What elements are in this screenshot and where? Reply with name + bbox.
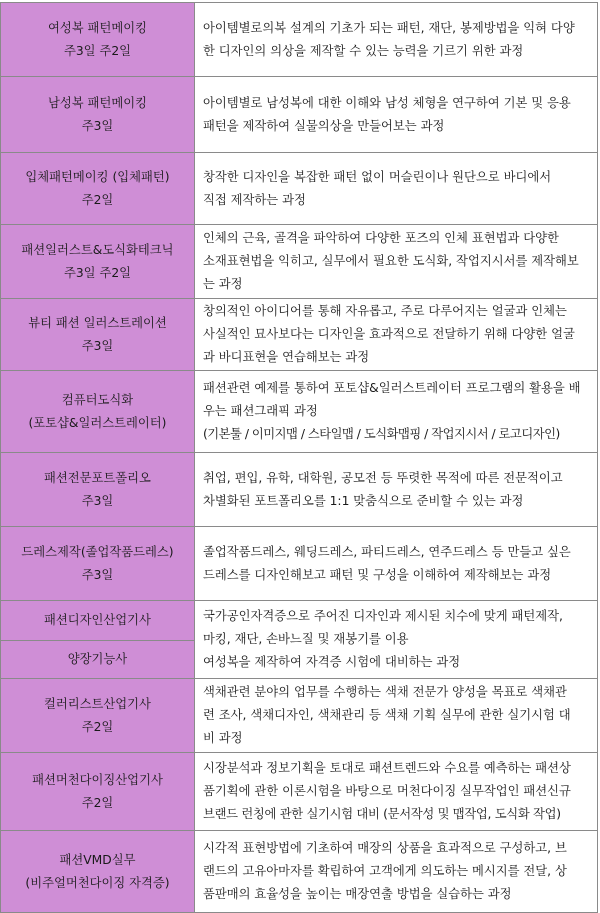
description-line: 비 과정 [203, 731, 243, 745]
description-line: 여성복을 제작하여 자격증 시험에 대비하는 과정 [203, 655, 461, 669]
table-row [1, 225, 598, 299]
course-name: 드레스제작(졸업작품드레스) [21, 544, 174, 559]
course-schedule: 주3일 [81, 338, 114, 353]
table-row [1, 831, 598, 913]
description-line: 인체의 근육, 골격을 파악하여 다양한 포즈의 인체 표현법과 다양한 [203, 231, 559, 245]
course-name: 컴퓨터도식화 [61, 392, 134, 407]
course-name-cell [1, 453, 195, 527]
course-name: 패션디자인산업기사 [44, 613, 151, 627]
course-schedule: 주3일 [81, 118, 114, 133]
course-name-cell [1, 527, 195, 601]
description-line: 차별화된 포트폴리오를 1:1 맞춤식으로 준비할 수 있는 과정 [203, 493, 524, 508]
course-name: 패션전문포트폴리오 [44, 470, 151, 485]
table-row [1, 527, 598, 601]
description-line: 시각적 표현방법에 기초하여 매장의 상품을 효과적으로 구성하고, 브 [203, 841, 567, 855]
table-row [1, 299, 598, 371]
course-description-cell [195, 77, 598, 153]
table-row [1, 371, 598, 453]
table-row [1, 3, 598, 77]
course-description-cell [195, 679, 598, 753]
description-line: 창의적인 아이디어를 통해 자유롭고, 주로 다루어지는 얼굴과 인체는 [203, 304, 567, 318]
course-schedule: 주2일 [81, 795, 114, 810]
course-name-cell [1, 77, 195, 153]
table-row [1, 153, 598, 225]
course-name-cell [1, 299, 195, 371]
table-row [1, 77, 598, 153]
description-line: 드레스를 디자인해보고 패턴 및 구성을 이해하여 제작해보는 과정 [203, 567, 552, 582]
course-description-cell [195, 225, 598, 299]
description-line: 련 조사, 색채디자인, 색채관리 등 색채 기획 실무에 관한 실기시험 대 [203, 708, 571, 722]
description-line: 과 바디표현을 연습해보는 과정 [203, 350, 370, 364]
description-line: 우는 패션그래픽 과정 [203, 404, 318, 418]
description-line: 직접 제작하는 과정 [203, 192, 306, 207]
course-name-cell [1, 753, 195, 831]
course-name-cell [1, 3, 195, 77]
course-name: 패션일러스트&도식화테크닉 [21, 242, 174, 257]
course-name: 남성복 패턴메이킹 [48, 95, 147, 110]
description-line: 창작한 디자인을 복잡한 패턴 없이 머슬린이나 원단으로 바디에서 [203, 169, 552, 184]
table-row [1, 601, 598, 641]
description-line: 한 디자인의 의상을 제작할 수 있는 능력을 기르기 위한 과정 [203, 43, 524, 58]
description-line: 소재표현법을 익히고, 실무에서 필요한 도식화, 작업지시서를 제작해보 [203, 254, 579, 268]
course-schedule: (비주얼머천다이징 자격증) [25, 875, 170, 890]
course-description-cell [195, 601, 598, 679]
course-description-cell [195, 831, 598, 913]
description-line: 졸업작품드레스, 웨딩드레스, 파티드레스, 연주드레스 등 만들고 싶은 [203, 544, 571, 559]
description-line: 아이템별로 남성복에 대한 이해와 남성 체형을 연구하여 기본 및 응용 [203, 95, 571, 110]
description-line: 패턴을 제작하여 실물의상을 만들어보는 과정 [203, 118, 445, 133]
description-line: 시장분석과 정보기획을 토대로 패션트렌드와 수요를 예측하는 패션상 [203, 761, 571, 775]
course-name-cell [1, 641, 195, 679]
course-schedule: 주2일 [81, 192, 114, 207]
course-description-cell [195, 371, 598, 453]
description-line: 패션관련 예제를 통하여 포토샵&일러스트레이터 프로그램의 활용을 배 [203, 381, 581, 395]
course-schedule: (포토샵&일러스트레이터) [28, 415, 167, 430]
description-line: 품기획에 관한 이론시험을 바탕으로 머천다이징 실무작업인 패션신규 [203, 784, 571, 798]
description-line: 는 과정 [203, 277, 243, 291]
description-line: 아이템별로의복 설계의 기초가 되는 패턴, 재단, 봉제방법을 익혀 다양 [203, 20, 575, 35]
course-name: 패션머천다이징산업기사 [32, 772, 163, 787]
description-line: 브랜드 런칭에 관한 실기시험 대비 (문서작성 및 맵작업, 도식화 작업) [203, 807, 561, 821]
description-line: 랜드의 고유아마자를 확립하여 고객에게 의도하는 메시지를 전달, 상 [203, 864, 567, 878]
table-row [1, 679, 598, 753]
course-description-cell [195, 453, 598, 527]
course-description-cell [195, 527, 598, 601]
description-line: (기본툴 / 이미지맵 / 스타일맵 / 도식화맵핑 / 작업지시서 / 로고디자인) [203, 427, 560, 441]
course-schedule: 주3일 주2일 [63, 265, 132, 280]
table-row [1, 453, 598, 527]
course-name-cell [1, 153, 195, 225]
table-row [1, 753, 598, 831]
course-description-cell [195, 299, 598, 371]
course-schedule: 주2일 [81, 719, 114, 734]
description-line: 마킹, 재단, 손바느질 및 재봉기를 이용 [203, 632, 409, 646]
course-name: 패션VMD실무 [59, 852, 136, 867]
course-name: 여성복 패턴메이킹 [48, 20, 147, 35]
description-line: 품판매의 효율성을 높이는 매장연출 방법을 실습하는 과정 [203, 887, 512, 901]
course-table [0, 2, 598, 913]
course-name-cell [1, 225, 195, 299]
course-name-cell [1, 831, 195, 913]
description-line: 국가공인자격증으로 주어진 디자인과 제시된 치수에 맞게 패턴제작, [203, 609, 563, 623]
course-name: 양장기능사 [67, 652, 128, 666]
course-schedule: 주3일 주2일 [63, 43, 132, 58]
description-line: 사실적인 묘사보다는 디자인을 효과적으로 전달하기 위해 다양한 얼굴 [203, 327, 575, 341]
course-schedule: 주3일 [81, 493, 114, 508]
course-description-cell [195, 153, 598, 225]
description-line: 색채관련 분야의 업무를 수행하는 색채 전문가 양성을 목표로 색채관 [203, 685, 567, 699]
course-name: 입체패턴메이킹 (입체패턴) [25, 169, 170, 184]
description-line: 취업, 편입, 유학, 대학원, 공모전 등 뚜렷한 목적에 따른 전문적이고 [203, 470, 563, 485]
course-name-cell [1, 679, 195, 753]
course-schedule: 주3일 [81, 567, 114, 582]
course-description-cell [195, 753, 598, 831]
course-name-cell [1, 601, 195, 641]
course-name-cell [1, 371, 195, 453]
course-description-cell [195, 3, 598, 77]
course-name: 뷰티 패션 일러스트레이션 [28, 315, 167, 330]
course-name: 컬러리스트산업기사 [44, 696, 151, 711]
